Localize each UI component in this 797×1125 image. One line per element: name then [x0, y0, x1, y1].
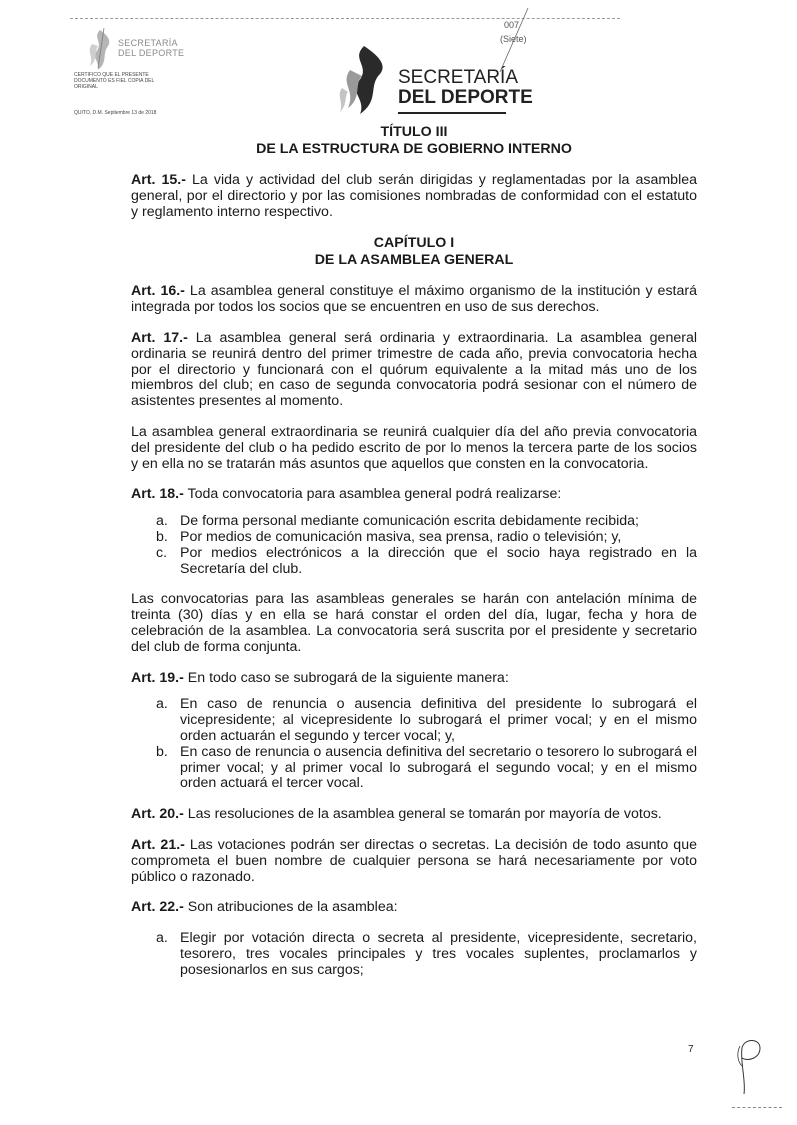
- stamp-certify-text: CERTIFICO QUE EL PRESENTE DOCUMENTO ES FIEL COPIA DEL ORIGINAL: [74, 72, 155, 90]
- title-line2: DE LA ESTRUCTURA DE GOBIERNO INTERNO: [256, 141, 572, 157]
- list-item: [131, 745, 697, 792]
- article-label: Art. 16.-: [131, 283, 185, 300]
- signature-initials-icon: [726, 1032, 776, 1102]
- logo-line1: SECRETARÍA: [398, 67, 519, 88]
- article-18-closing: Las convocatorias para las asambleas generales se harán con antelación mínima de treinta (30) días y en ella se hará constar el orden del día, lugar, fecha y hora de celebración de la asamblea. La convocatoria será suscrita por el presidente y secretario del club de forma conjunta.: [131, 591, 697, 655]
- article-text: La asamblea general constituye el máximo organismo de la institución y estará integrada por todos los socios que se encuentren en uso de sus derechos.: [131, 283, 697, 316]
- article-label: Art. 18.-: [131, 486, 184, 503]
- list-marker: b.: [156, 743, 168, 760]
- article-19-list: [131, 697, 697, 792]
- logo-line2: [398, 88, 533, 108]
- article-22-list: [131, 931, 697, 978]
- chapter-heading: [131, 235, 697, 269]
- list-item: [131, 931, 697, 978]
- list-marker: a.: [156, 513, 168, 530]
- article-17-paragraph-2: La asamblea general extraordinaria se reunirá cualquier día del año previa convocatoria del presidente del club o ha pedido escrito de por lo menos la tercera parte de los socios y en ella no se tratarán más asuntos que aquellos que consten en la convocatoria.: [131, 423, 697, 472]
- list-item: [131, 530, 697, 546]
- article-text: La asamblea general será ordinaria y extraordinaria. La asamblea general ordinaria se reunirá dentro del primer trimestre de cada año, previa convocatoria hecha por el directorio y funcionará con el quórum equivalente a la mitad más uno de los miembros del club; en caso de segunda convocatoria podrá sesionar con el número de asistentes presentes al momento.: [131, 329, 697, 410]
- title-heading: [131, 124, 697, 158]
- article-18: [131, 487, 697, 503]
- page-code: [500, 20, 527, 44]
- list-marker: a.: [156, 930, 168, 947]
- page-number: 7: [688, 1044, 694, 1055]
- article-21: [131, 838, 697, 885]
- top-divider: [70, 18, 620, 19]
- article-label: Art. 21.-: [131, 836, 185, 853]
- page-code-number: 007: [504, 20, 520, 30]
- chapter-line2: DE LA ASAMBLEA GENERAL: [314, 252, 514, 269]
- logo-wordmark: [398, 68, 533, 108]
- title-line1: TÍTULO III: [380, 124, 448, 140]
- article-label: Art. 15.-: [131, 172, 186, 188]
- article-label: Art. 22.-: [131, 899, 184, 916]
- list-marker: b.: [156, 528, 168, 545]
- stamp-logo-name: [118, 38, 184, 58]
- logo-underline: [398, 112, 506, 114]
- article-text: Son atribuciones de la asamblea:: [183, 899, 398, 916]
- list-item: [131, 697, 697, 744]
- article-16: [131, 284, 697, 316]
- article-22: [131, 900, 697, 916]
- deporte-flame-logo-small: [78, 28, 118, 72]
- list-item-text: Elegir por votación directa o secreta al presidente, vicepresidente, secretario, tesorero, tres vocales principales y tres vocales suplentes, proclamarlos y posesionarlos en sus cargos;: [180, 930, 697, 978]
- article-text: Las votaciones podrán ser directas o secretas. La decisión de todo asunto que comprometa el buen nombre de cualquier persona se hará necesariamente por voto público o razonado.: [131, 836, 697, 885]
- article-label: Art. 17.-: [131, 329, 188, 346]
- article-15: [131, 173, 697, 220]
- certification-stamp: [70, 24, 200, 124]
- list-marker: a.: [156, 696, 168, 713]
- article-17: [131, 331, 697, 410]
- article-text: Toda convocatoria para asamblea general podrá realizarse:: [183, 486, 562, 503]
- list-item-text: Por medios electrónicos a la dirección que el socio haya registrado en la Secretaría del club.: [180, 544, 697, 577]
- page-code-words: (Siete): [500, 34, 527, 44]
- list-item-text: Por medios de comunicación masiva, sea prensa, radio o televisión; y,: [180, 528, 622, 545]
- stamp-logo-line1: SECRETARÍA: [118, 38, 178, 48]
- stamp-logo-line2: DEL DEPORTE: [118, 48, 185, 58]
- article-20: [131, 807, 697, 823]
- list-item-text: De forma personal mediante comunicación escrita debidamente recibida;: [180, 513, 639, 530]
- list-item: [131, 546, 697, 578]
- article-text: La vida y actividad del club serán dirigidas y reglamentadas por la asamblea general, por el directorio y por las comisiones nombradas de conformidad con el estatuto y reglamento interno respectivo.: [131, 172, 697, 220]
- article-18-list: [131, 514, 697, 577]
- list-item-text: En caso de renuncia o ausencia definitiva del secretario o tesorero lo subrogará el primer vocal; y al primer vocal lo subrogará el segundo vocal; y en el mismo orden actuará el tercer vocal.: [180, 743, 697, 792]
- document-body: [131, 124, 697, 993]
- article-label: Art. 19.-: [131, 669, 184, 686]
- stamp-date: QUITO, D.M. Septiembre 13 de 2018: [74, 110, 157, 116]
- article-text: En todo caso se subrogará de la siguiente manera:: [183, 669, 509, 686]
- list-item: [131, 514, 697, 530]
- article-label: Art. 20.-: [131, 806, 184, 823]
- bottom-divider: [732, 1107, 782, 1108]
- list-item-text: En caso de renuncia o ausencia definitiva del presidente lo subrogará el vicepresidente; al vicepresidente lo subrogará el primer vocal; y en el mismo orden actuarán el segundo y tercer vocal; y,: [180, 696, 697, 744]
- list-marker: c.: [156, 544, 168, 561]
- chapter-line1: CAPÍTULO I: [373, 235, 455, 252]
- pen-stroke-icon: [494, 6, 534, 76]
- deporte-flame-logo: [330, 44, 396, 116]
- logo-line2-text: DEL DEPORTE: [398, 87, 533, 108]
- article-19: [131, 671, 697, 687]
- article-text: Las resoluciones de la asamblea general se tomarán por mayoría de votos.: [183, 806, 662, 823]
